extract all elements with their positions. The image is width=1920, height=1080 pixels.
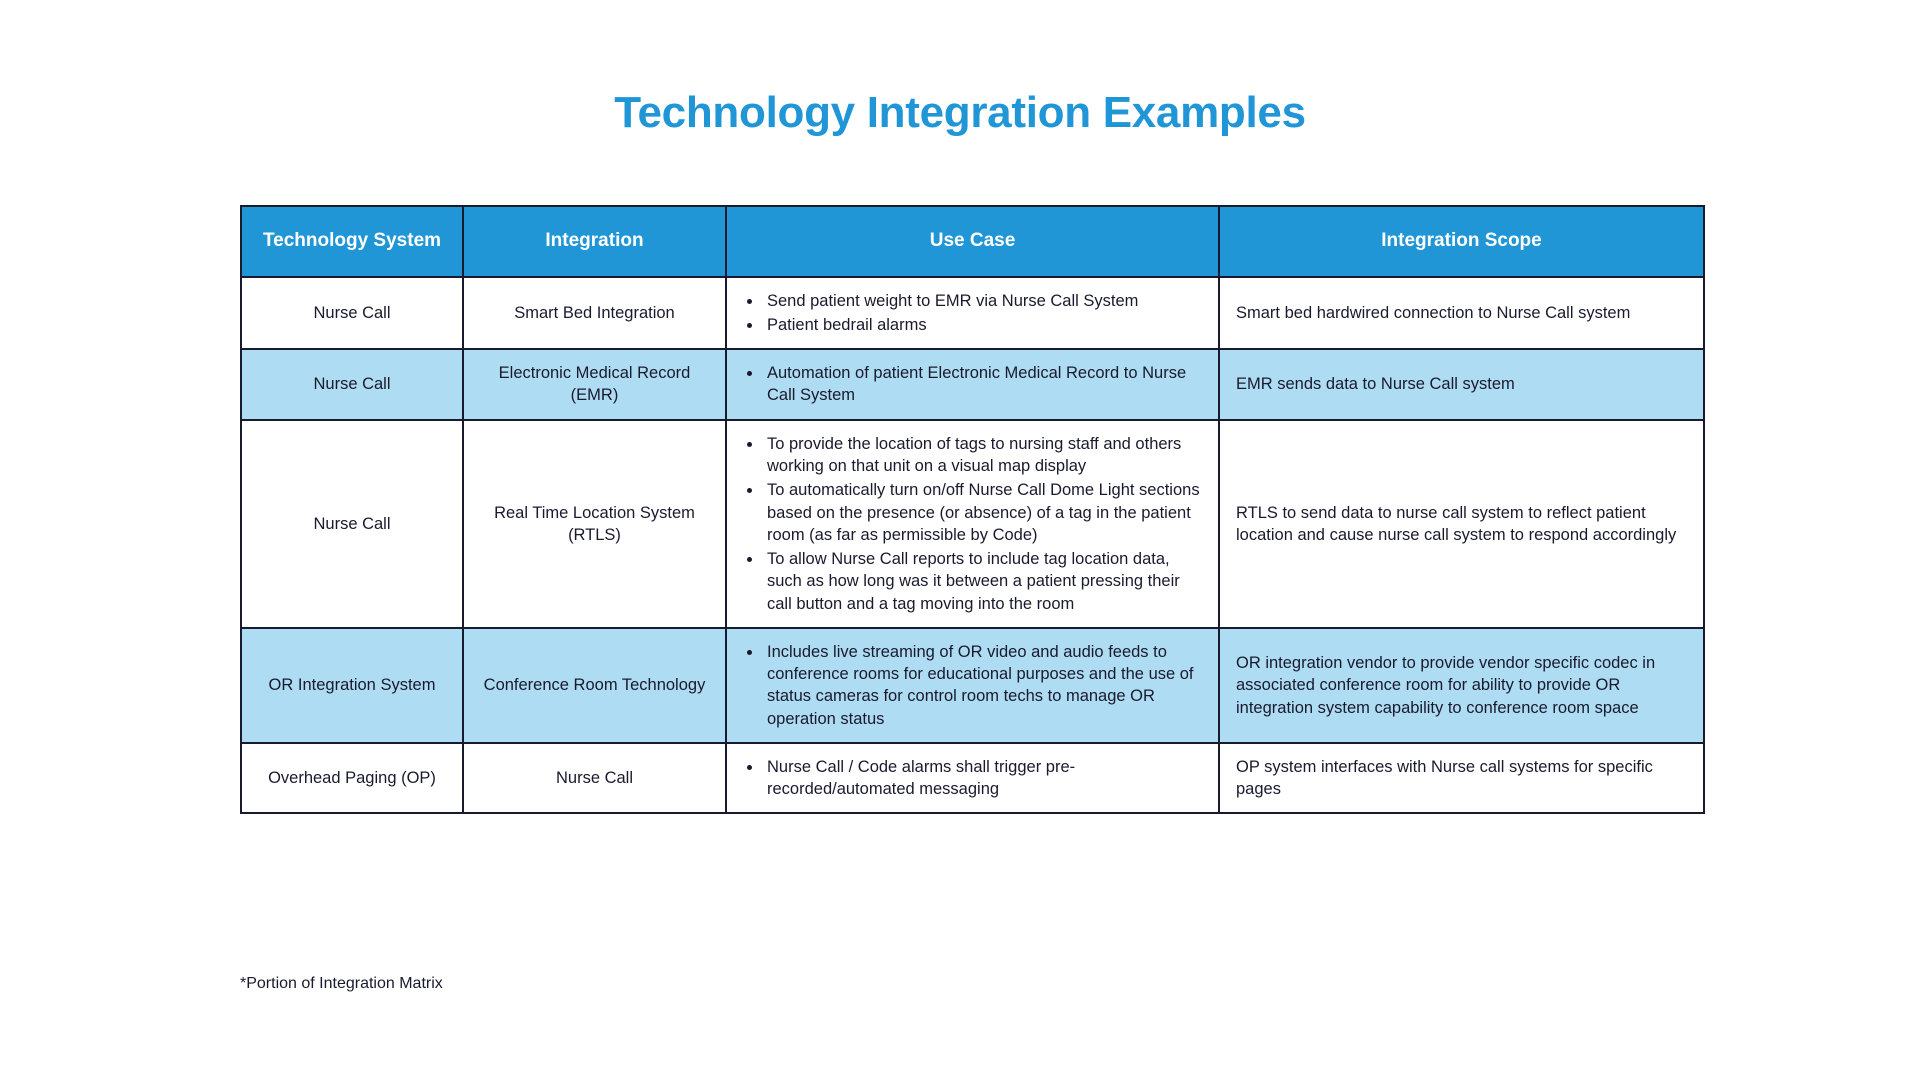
table-header <box>241 206 1704 277</box>
table-row <box>241 349 1704 420</box>
cell-use-case <box>726 349 1219 420</box>
cell-integration-scope: OP system interfaces with Nurse call systems for specific pages <box>1219 743 1704 814</box>
footnote: *Portion of Integration Matrix <box>240 975 443 992</box>
page-title: Technology Integration Examples <box>614 88 1306 137</box>
cell-technology-system: Nurse Call <box>241 349 463 420</box>
list-item: • To allow Nurse Call reports to include tag location data, such as how long was it between a patient pressing their call button and a tag moving into the room <box>763 548 1202 615</box>
integration-matrix-table-wrapper <box>240 205 1703 814</box>
list-item: • Nurse Call / Code alarms shall trigger pre-recorded/automated messaging <box>763 756 1202 801</box>
list-item: • To automatically turn on/off Nurse Call Dome Light sections based on the presence (or absence) of a tag in the patient room (as far as permissible by Code) <box>763 479 1202 546</box>
cell-use-case <box>726 420 1219 628</box>
column-header-use-case: Use Case <box>726 206 1219 277</box>
table-row <box>241 743 1704 814</box>
column-header-technology-system: Technology System <box>241 206 463 277</box>
cell-integration: Nurse Call <box>463 743 726 814</box>
list-item: • Includes live streaming of OR video and audio feeds to conference rooms for educational purposes and the use of status cameras for control room techs to manage OR operation status <box>763 641 1202 730</box>
cell-integration-scope: OR integration vendor to provide vendor specific codec in associated conference room for ability to provide OR integration system capability to conference room space <box>1219 628 1704 743</box>
cell-integration: Conference Room Technology <box>463 628 726 743</box>
cell-integration: Real Time Location System (RTLS) <box>463 420 726 628</box>
use-case-list <box>743 362 1202 407</box>
cell-integration-scope: RTLS to send data to nurse call system to reflect patient location and cause nurse call system to respond accordingly <box>1219 420 1704 628</box>
use-case-list <box>743 290 1202 337</box>
cell-technology-system: OR Integration System <box>241 628 463 743</box>
cell-integration: Smart Bed Integration <box>463 277 726 350</box>
cell-use-case <box>726 743 1219 814</box>
integration-matrix-table <box>240 205 1705 814</box>
list-item: • Send patient weight to EMR via Nurse Call System <box>763 290 1202 312</box>
use-case-list <box>743 641 1202 730</box>
cell-use-case <box>726 628 1219 743</box>
cell-use-case <box>726 277 1219 350</box>
cell-technology-system: Nurse Call <box>241 277 463 350</box>
table-body <box>241 277 1704 814</box>
use-case-list <box>743 433 1202 615</box>
cell-integration: Electronic Medical Record (EMR) <box>463 349 726 420</box>
cell-technology-system: Nurse Call <box>241 420 463 628</box>
column-header-integration-scope: Integration Scope <box>1219 206 1704 277</box>
table-row <box>241 277 1704 350</box>
table-header-row <box>241 206 1704 277</box>
cell-technology-system: Overhead Paging (OP) <box>241 743 463 814</box>
use-case-list <box>743 756 1202 801</box>
table-row <box>241 628 1704 743</box>
list-item: • Automation of patient Electronic Medical Record to Nurse Call System <box>763 362 1202 407</box>
cell-integration-scope: EMR sends data to Nurse Call system <box>1219 349 1704 420</box>
column-header-integration: Integration <box>463 206 726 277</box>
list-item: • To provide the location of tags to nursing staff and others working on that unit on a visual map display <box>763 433 1202 478</box>
table-row <box>241 420 1704 628</box>
list-item: • Patient bedrail alarms <box>763 314 1202 336</box>
cell-integration-scope: Smart bed hardwired connection to Nurse Call system <box>1219 277 1704 350</box>
